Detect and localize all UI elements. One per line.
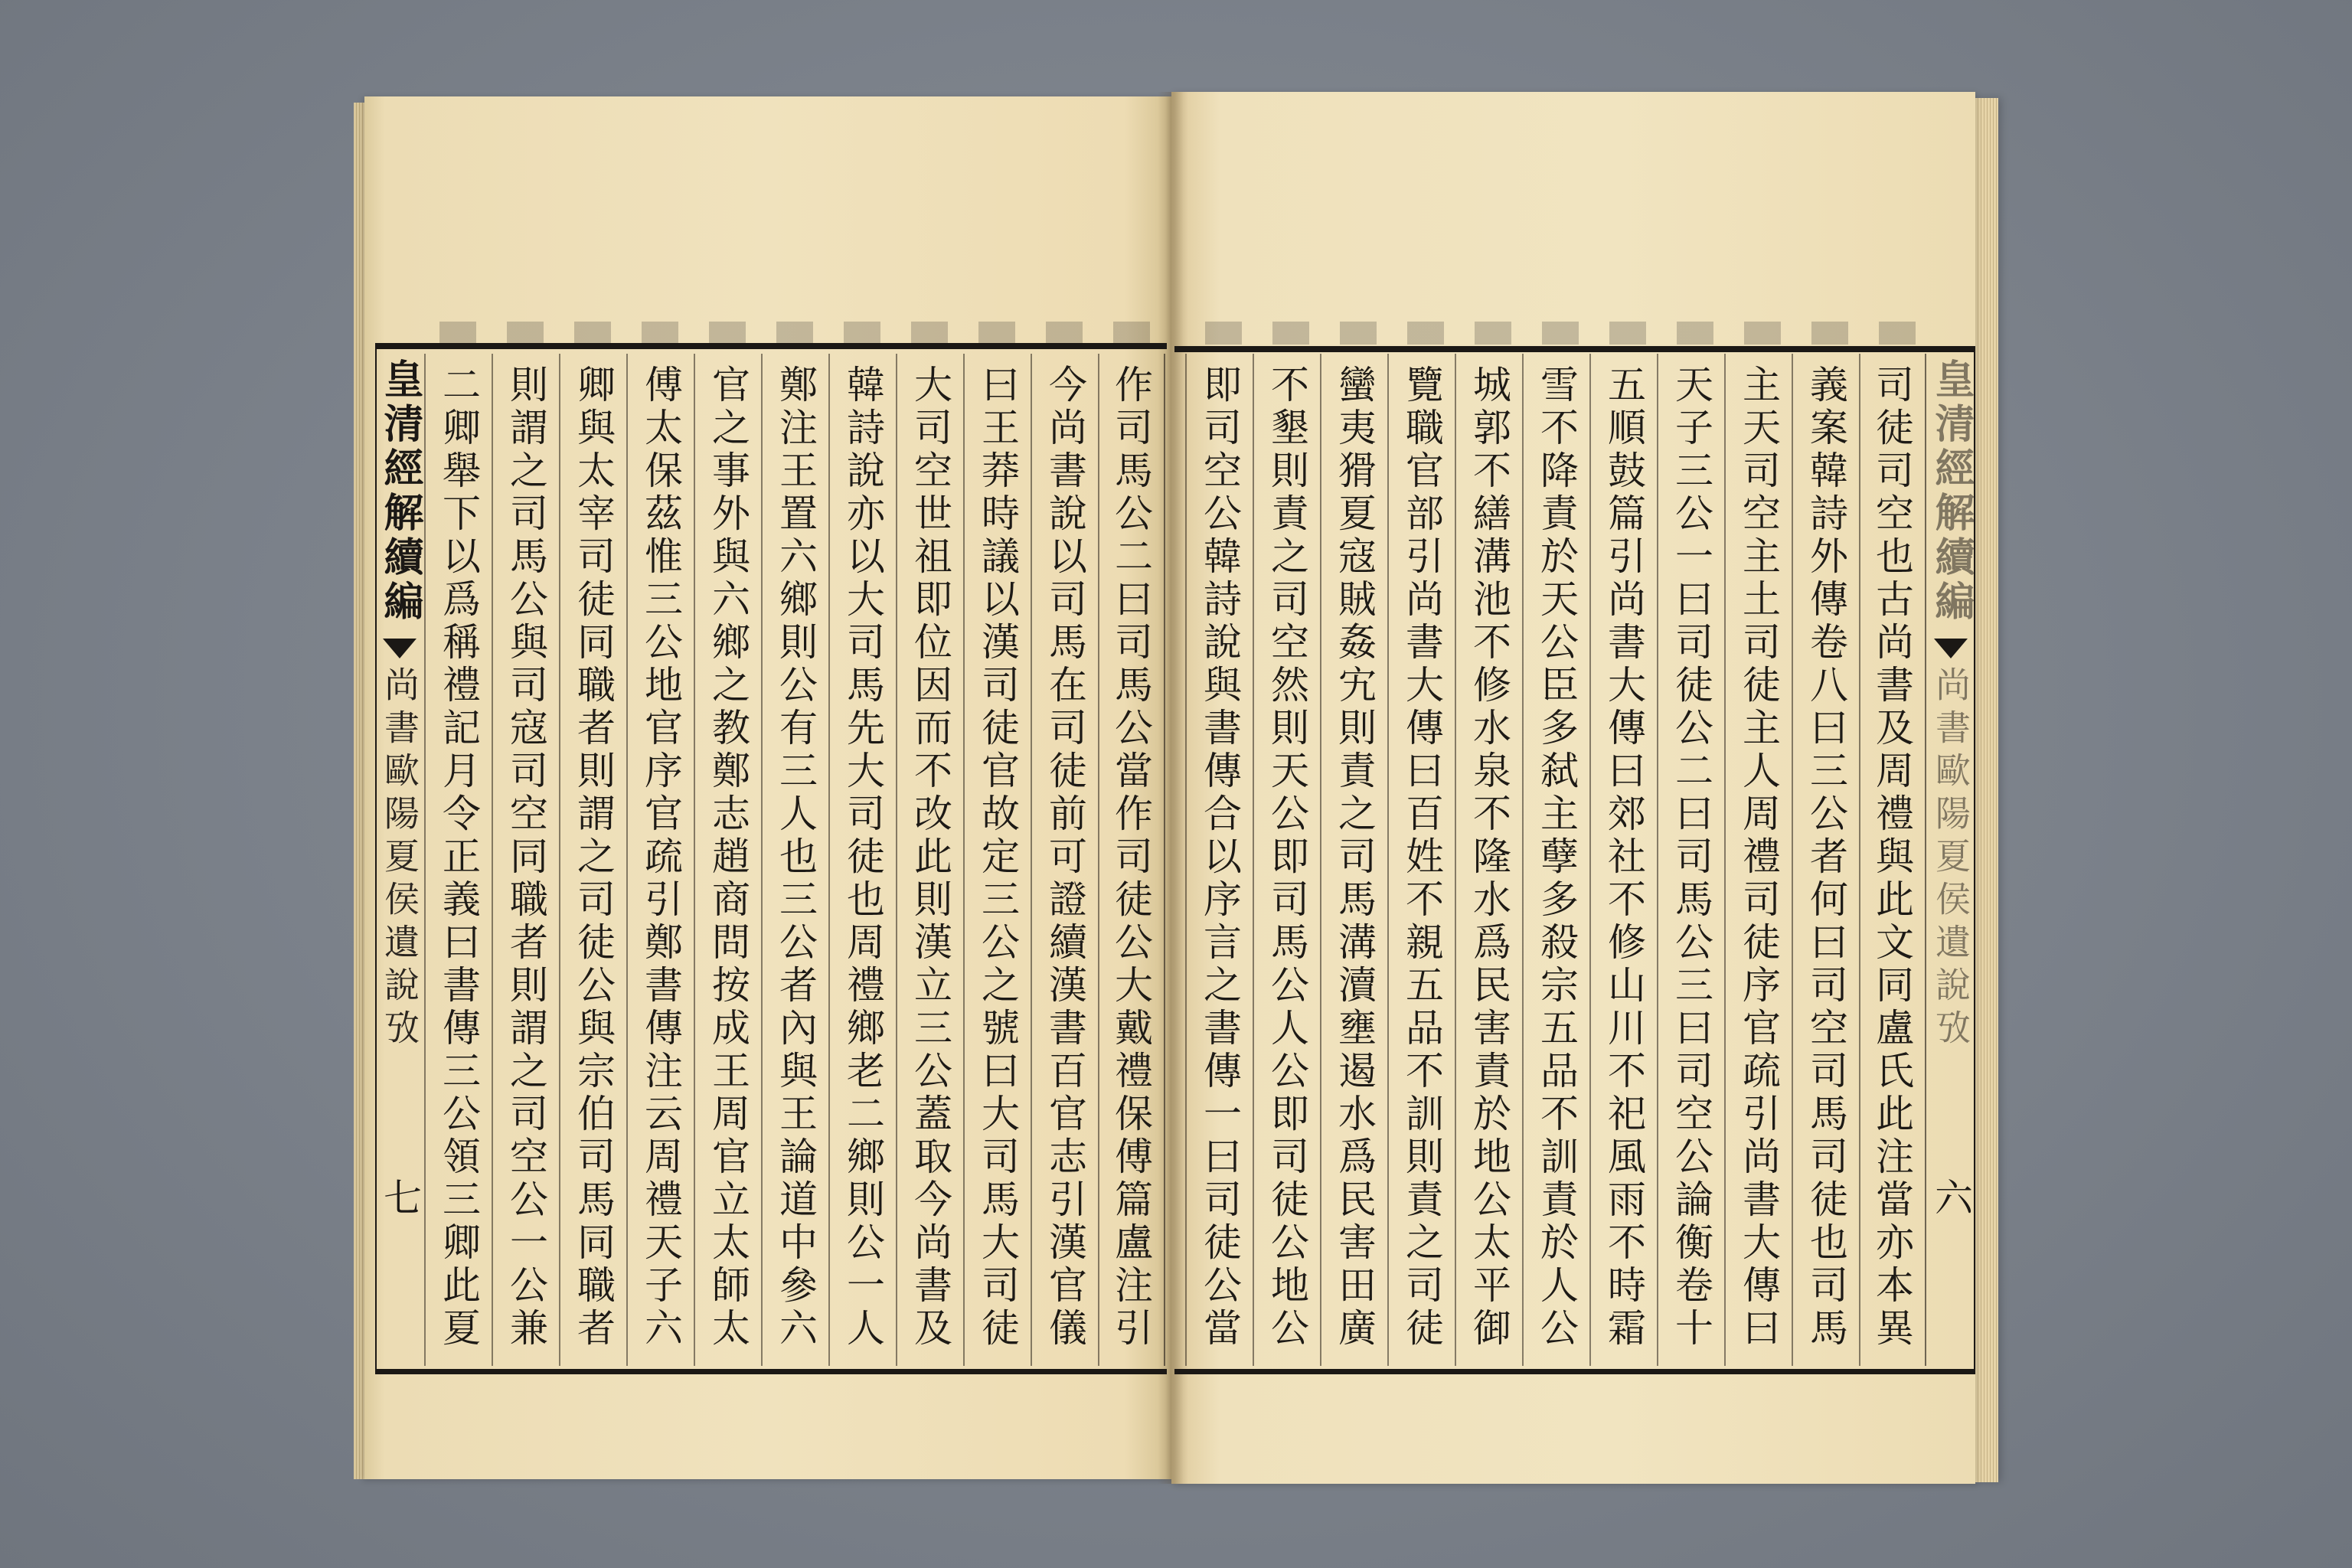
text-column: 今尚書說以司馬在司徒前可證續漢書百官志引漢官儀	[1031, 354, 1098, 1366]
text-column: 即司空公韓詩說與書傳合以序言之書傳一曰司徒公當	[1185, 354, 1253, 1366]
text-column: 義案韓詩外傳卷八曰三公者何曰司空司馬司徒也司馬	[1792, 354, 1859, 1366]
text-column: 卿與太宰司徒同職者則謂之司徒公與宗伯司馬同職者	[559, 354, 626, 1366]
bleed-through-ink	[1194, 322, 1922, 345]
book-title: 尚書歐陽夏侯遺說攷	[379, 666, 420, 1052]
text-column: 蠻夷猾夏寇賊姦宄則責之司馬溝瀆壅遏水爲民害田廣	[1320, 354, 1387, 1366]
fish-tail-mark	[383, 639, 416, 658]
folio-number: 六	[1929, 1178, 1973, 1216]
text-column: 二卿舉下以爲稱禮記月令正義曰書傳三公領三卿此夏	[424, 354, 492, 1366]
text-column: 不墾則責之司空然則天公即司馬公人公即司徒公地公	[1253, 354, 1320, 1366]
text-column: 城郭不繕溝池不修水泉不隆水爲民害責於地公太平御	[1455, 354, 1522, 1366]
frame-bottom-rule	[1174, 1369, 1975, 1374]
book-title: 尚書歐陽夏侯遺說攷	[1930, 666, 1971, 1052]
frame-top-rule	[1174, 346, 1975, 352]
text-column: 作司馬公二曰司馬公當作司徒公大戴禮保傅篇盧注引	[1098, 354, 1165, 1366]
bleed-through-ink	[429, 322, 1156, 345]
text-column: 韓詩說亦以大司馬先大司徒也周禮鄉老二鄉則公一人	[828, 354, 896, 1366]
right-page-edges	[1972, 98, 1998, 1482]
text-column: 天子三公一曰司徒公二曰司馬公三曰司空公論衡卷十	[1657, 354, 1724, 1366]
fish-tail-mark	[1934, 639, 1968, 658]
fold-column-left	[375, 351, 424, 1369]
text-column: 大司空世祖即位因而不改此則漢立三公蓋取今尚書及	[896, 354, 963, 1366]
frame-top-rule	[375, 343, 1167, 349]
text-column: 官之事外與六鄉之教鄭志趙商問按成王周官立太師太	[694, 354, 761, 1366]
fold-column-right	[1926, 351, 1975, 1369]
series-title: 皇清經解續編	[1928, 358, 1975, 625]
text-column: 司徒司空也古尚書及周禮與此文同盧氏此注當亦本異	[1859, 354, 1926, 1366]
text-column: 主天司空主土司徒主人周禮司徒序官疏引尚書大傳曰	[1724, 354, 1792, 1366]
frame-bottom-rule	[375, 1369, 1167, 1374]
text-column: 曰王莽時議以漢司徒官故定三公之號曰大司馬大司徒	[963, 354, 1031, 1366]
text-column: 傅太保茲惟三公地官序官疏引鄭書傳注云周禮天子六	[626, 354, 694, 1366]
text-column: 五順鼓篇引尚書大傳曰郊社不修山川不祀風雨不時霜	[1589, 354, 1657, 1366]
text-column: 雪不降責於天公臣多弑主孽多殺宗五品不訓責於人公	[1522, 354, 1589, 1366]
text-column: 鄭注王置六鄉則公有三人也三公者內與王論道中參六	[761, 354, 828, 1366]
text-column: 覽職官部引尚書大傳曰百姓不親五品不訓則責之司徒	[1387, 354, 1455, 1366]
series-title: 皇清經解續編	[377, 358, 423, 625]
folio-number: 七	[377, 1178, 422, 1216]
text-column: 則謂之司馬公與司寇司空同職者則謂之司空公一公兼	[492, 354, 559, 1366]
